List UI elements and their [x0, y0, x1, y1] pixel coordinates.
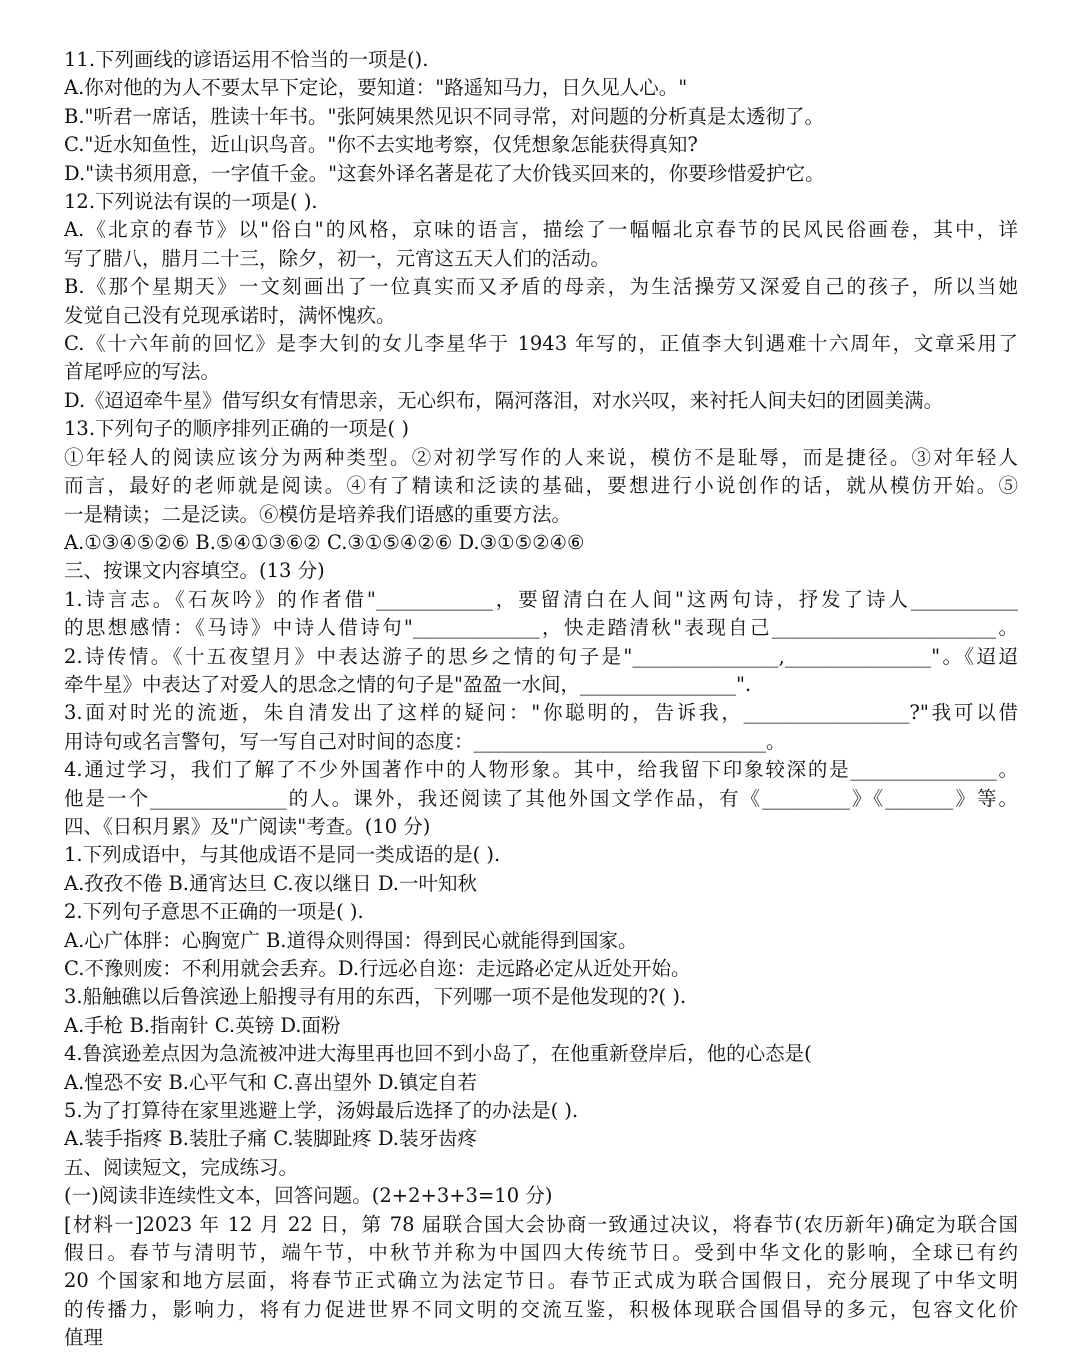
- q11-option-b: B."听君一席话，胜读十年书。"张阿姨果然见识不同寻常，对问题的分析真是太透彻了。: [64, 104, 824, 128]
- q13-stem: 13.下列句子的顺序排列正确的一项是( ): [64, 417, 409, 441]
- s4-q2-options-cd: C.不豫则废：不利用就会丢弃。D.行远必自迩：走远路必定从近处开始。: [64, 957, 691, 980]
- s5-part1-heading: (一)阅读非连续性文本，回答问题。(2+2+3+3=10 分): [64, 1184, 553, 1208]
- q12-option-d: D.《迢迢牵牛星》借写织女有情思亲，无心织布，隔河落泪，对水兴叹，来衬托人间夫妇的团圆美满。: [64, 388, 944, 412]
- q13-options: A.①③④⑤②⑥ B.⑤④①③⑥② C.③①⑤④②⑥ D.③①⑤②④⑥: [64, 530, 585, 554]
- s4-q2-options-ab: A.心广体胖：心胸宽广 B.道得众则得国：得到民心就能得到国家。: [64, 928, 638, 952]
- q12-option-b-line2: 发觉自己没有兑现承诺时，满怀愧疚。: [64, 303, 396, 327]
- q12-option-a-line1: A.《北京的春节》以"俗白"的风格，京味的语言，描绘了一幅幅北京春节的民风民俗画卷，其中，详: [64, 218, 1018, 242]
- s4-q5-options: A.装手指疼 B.装肚子痛 C.装脚趾疼 D.装牙齿疼: [64, 1127, 477, 1151]
- q12-option-b-line1: B.《那个星期天》一文刻画出了一位真实而又矛盾的母亲，为生活操劳又深爱自己的孩子，所以当她: [64, 275, 1018, 299]
- q12-option-c-line1: C.《十六年前的回忆》是李大钊的女儿李星华于 1943 年写的，正值李大钊遇难十六周年，文章采用了: [64, 332, 1018, 356]
- s4-q4-stem: 4.鲁滨逊差点因为急流被冲进大海里再也回不到小岛了，在他重新登岸后，他的心态是(: [64, 1042, 812, 1066]
- s3-q2-line1: 2.诗传情。《十五夜望月》中表达游子的思乡之情的句子是"_______________,_______________"。《迢迢: [64, 644, 1018, 668]
- s3-q4-line1: 4.通过学习，我们了解了不少外国著作中的人物形象。其中，给我留下印象较深的是_______________。: [64, 758, 1018, 782]
- s4-q2-stem: 2.下列句子意思不正确的一项是( ).: [64, 900, 364, 924]
- s3-q1-line1: 1.诗言志。《石灰吟》的作者借"____________，要留清白在人间"这两句诗，抒发了诗人___________: [64, 587, 1018, 611]
- material1-line4: 的传播力，影响力，将有力促进世界不同文明的交流互鉴，积极体现联合国倡导的多元，包容文化价: [64, 1297, 1018, 1321]
- section-4-heading: 四、《日积月累》及"广阅读"考查。(10 分): [64, 814, 431, 838]
- q11-stem: 11.下列画线的谚语运用不恰当的一项是().: [64, 48, 429, 71]
- material1-line3: 20 个国家和地方层面，将春节正式确立为法定节日。春节正式成为联合国假日，充分展现了中华文明: [64, 1269, 1018, 1293]
- s4-q1-options: A.孜孜不倦 B.通宵达旦 C.夜以继日 D.一叶知秋: [64, 871, 477, 895]
- s3-q2-line2: 牵牛星》中表达了对爱人的思念之情的句子是"盈盈一水间，________________".: [64, 672, 752, 696]
- s4-q3-stem: 3.船触礁以后鲁滨逊上船搜寻有用的东西，下列哪一项不是他发现的?( ).: [64, 985, 687, 1009]
- q11-option-a: A.你对他的为人不要太早下定论，要知道："路遥知马力，日久见人心。": [64, 76, 688, 100]
- s4-q1-stem: 1.下列成语中，与其他成语不是同一类成语的是( ).: [64, 843, 501, 867]
- s3-q3-line2: 用诗句或名言警句，写一写自己对时间的态度：______________________________。: [64, 729, 786, 753]
- material1-line2: 假日。春节与清明节，端午节，中秋节并称为中国四大传统节日。受到中华文化的影响，全球已有约: [64, 1241, 1018, 1265]
- s4-q5-stem: 5.为了打算待在家里逃避上学，汤姆最后选择了的办法是( ).: [64, 1099, 579, 1123]
- q12-option-c-line2: 首尾呼应的写法。: [64, 360, 221, 384]
- section-5-heading: 五、阅读短文，完成练习。: [64, 1155, 299, 1179]
- q11-option-d: D."读书须用意，一字值千金。"这套外译名著是花了大价钱买回来的，你要珍惜爱护它。: [64, 161, 825, 185]
- s3-q4-line2: 他是一个______________的人。课外，我还阅读了其他外国文学作品，有《_________》《_______》等。: [64, 786, 1018, 810]
- q13-passage-line3: 一是精读；二是泛读。⑥模仿是培养我们语感的重要方法。: [64, 502, 572, 526]
- q13-passage-line2: 而言，最好的老师就是阅读。④有了精读和泛读的基础，要想进行小说创作的话，就从模仿开始。⑤: [64, 474, 1018, 498]
- q11-option-c: C."近水知鱼性，近山识鸟音。"你不去实地考察，仅凭想象怎能获得真知?: [64, 133, 698, 157]
- s3-q1-line2: 的思想感情：《马诗》中诗人借诗句"_____________，快走踏清秋"表现自己_______________________。: [64, 616, 1018, 640]
- q12-stem: 12.下列说法有误的一项是( ).: [64, 190, 318, 214]
- material1-line5: 值理: [64, 1326, 104, 1350]
- material1-line1: [材料一]2023 年 12 月 22 日，第 78 届联合国大会协商一致通过决议，将春节(农历新年)确定为联合国: [64, 1212, 1018, 1236]
- section-3-heading: 三、按课文内容填空。(13 分): [64, 559, 325, 583]
- q13-passage-line1: ①年轻人的阅读应该分为两种类型。②对初学写作的人来说，模仿不是耻辱，而是捷径。③对年轻人: [64, 445, 1018, 469]
- q12-option-a-line2: 写了腊八，腊月二十三，除夕，初一，元宵这五天人们的活动。: [64, 246, 611, 270]
- s3-q3-line1: 3.面对时光的流逝，朱自清发出了这样的疑问："你聪明的，告诉我，_________________?"我可以借: [64, 701, 1018, 725]
- s4-q3-options: A.手枪 B.指南针 C.英镑 D.面粉: [64, 1013, 341, 1037]
- s4-q4-options: A.惶恐不安 B.心平气和 C.喜出望外 D.镇定自若: [64, 1070, 477, 1094]
